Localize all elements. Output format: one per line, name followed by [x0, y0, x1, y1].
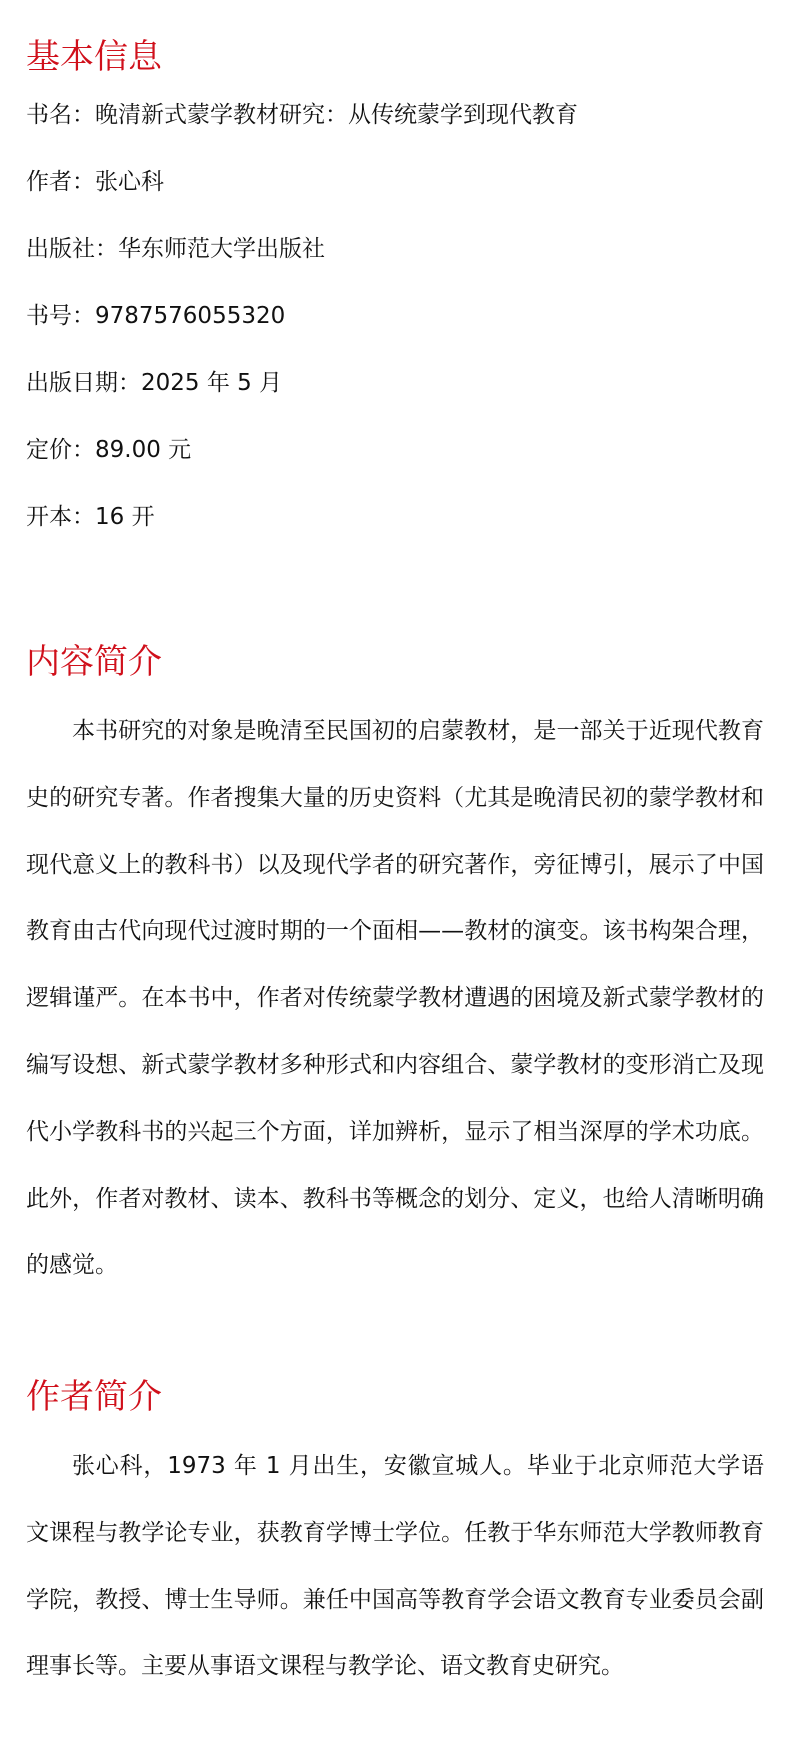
- book-pub-date-line: 出版日期：2025 年 5 月: [26, 370, 283, 396]
- book-publisher-line: 出版社：华东师范大学出版社: [26, 236, 325, 262]
- summary-heading: 内容简介: [26, 642, 162, 682]
- book-format-line: 开本：16 开: [26, 504, 155, 530]
- book-author-line: 作者：张心科: [26, 169, 164, 195]
- summary-paragraph: 本书研究的对象是晚清至民国初的启蒙教材，是一部关于近现代教育史的研究专著。作者搜集大量的历史资料（尤其是晚清民初的蒙学教材和现代意义上的教科书）以及现代学者的研究著作，旁征博引，展示了中国教育由古代向现代过渡时期的一个面相——教材的演变。该书构架合理，逻辑谨严。在本书中，作者对传统蒙学教材遭遇的困境及新式蒙学教材的编写设想、新式蒙学教材多种形式和内容组合、蒙学教材的变形消亡及现代小学教科书的兴起三个方面，详加辨析，显示了相当深厚的学术功底。此外，作者对教材、读本、教科书等概念的划分、定义，也给人清晰明确的感觉。: [26, 718, 764, 1279]
- book-title-line: 书名：晚清新式蒙学教材研究：从传统蒙学到现代教育: [26, 102, 578, 128]
- book-isbn-line: 书号：9787576055320: [26, 303, 286, 329]
- author-intro-heading: 作者简介: [26, 1377, 162, 1417]
- author-intro-paragraph: 张心科，1973 年 1 月出生，安徽宣城人。毕业于北京师范大学语文课程与教学论专业，获教育学博士学位。任教于华东师范大学教师教育学院，教授、博士生导师。兼任中国高等教育学会语文教育专业委员会副理事长等。主要从事语文课程与教学论、语文教育史研究。: [26, 1453, 764, 1680]
- basic-info-heading: 基本信息: [26, 37, 162, 77]
- book-price-line: 定价：89.00 元: [26, 437, 192, 463]
